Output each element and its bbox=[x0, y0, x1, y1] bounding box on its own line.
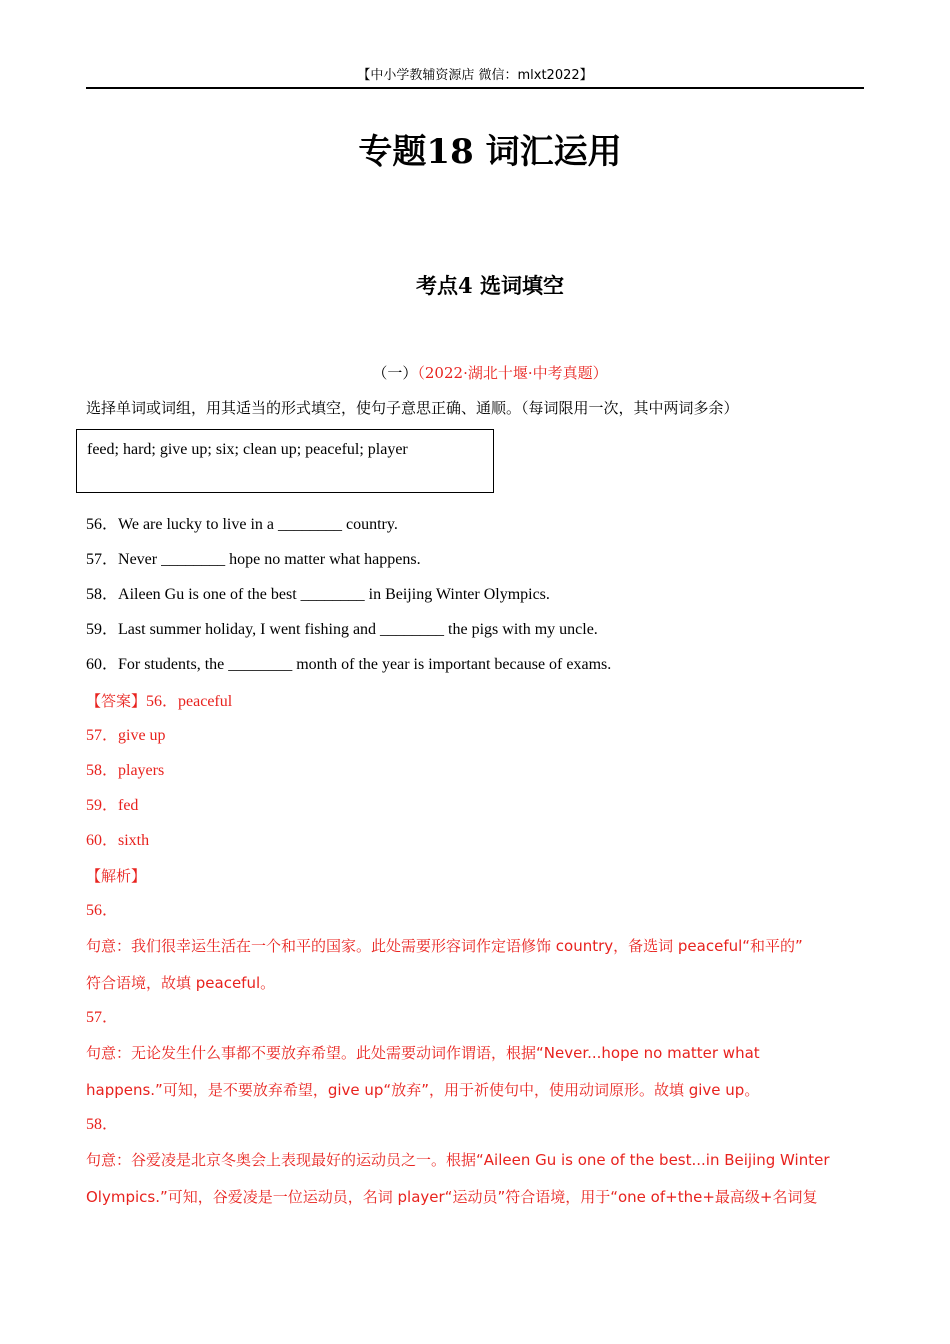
header-rule bbox=[86, 87, 864, 89]
word-bank-box: feed; hard; give up; six; clean up; peaceful; player bbox=[76, 429, 494, 493]
question-item: 56．We are lucky to live in a ________ country. bbox=[86, 516, 398, 533]
page-header: 【中小学教辅资源店 微信：mlxt2022】 bbox=[357, 68, 593, 83]
answer-item: 59．fed bbox=[86, 797, 139, 814]
question-item: 59．Last summer holiday, I went fishing and ________ the pigs with my uncle. bbox=[86, 621, 598, 638]
question-source bbox=[86, 361, 894, 385]
analysis-label: 【解析】 bbox=[86, 867, 147, 885]
section-title: 考点4 选词填空 bbox=[416, 273, 564, 298]
analysis-line: 符合语境，故填 peaceful。 bbox=[86, 974, 276, 992]
answer-item: 【答案】56．peaceful bbox=[86, 692, 233, 710]
question-item: 58．Aileen Gu is one of the best ________ in Beijing Winter Olympics. bbox=[86, 586, 550, 603]
question-item: 60．For students, the ________ month of the year is important because of exams. bbox=[86, 656, 612, 673]
source-label: （2022·湖北十堰·中考真题） bbox=[417, 364, 608, 382]
analysis-line: 句意：无论发生什么事都不要放弃希望。此处需要动词作谓语，根据“Never...hope no matter what bbox=[86, 1044, 760, 1062]
analysis-line: 56． bbox=[86, 902, 119, 919]
analysis-line: 句意：谷爱凌是北京冬奥会上表现最好的运动员之一。根据“Aileen Gu is one of the best...in Beijing Winter bbox=[86, 1151, 830, 1169]
answer-label: 【答案】 bbox=[86, 692, 147, 710]
answer-item: 57．give up bbox=[86, 727, 166, 744]
analysis-line: 58． bbox=[86, 1116, 119, 1133]
answer-item: 60．sixth bbox=[86, 832, 150, 849]
analysis-line: Olympics.”可知，谷爱凌是一位运动员，名词 player“运动员”符合语境，用于“one of+the+最高级+名词复 bbox=[86, 1188, 818, 1206]
analysis-line: 句意：我们很幸运生活在一个和平的国家。此处需要形容词作定语修饰 country，备选词 peaceful“和平的” bbox=[86, 937, 803, 955]
answer-item: 58．players bbox=[86, 762, 165, 779]
section-label: （一） bbox=[372, 364, 418, 382]
instruction-text: 选择单词或词组，用其适当的形式填空，使句子意思正确、通顺。（每词限用一次，其中两词多余） bbox=[86, 399, 739, 417]
analysis-line: 57． bbox=[86, 1009, 119, 1026]
analysis-line: happens.”可知，是不要放弃希望，give up“放弃”，用于祈使句中，使用动词原形。故填 give up。 bbox=[86, 1081, 760, 1099]
page-title: 专题18 词汇运用 bbox=[358, 132, 622, 172]
question-item: 57．Never ________ hope no matter what happens. bbox=[86, 551, 421, 568]
